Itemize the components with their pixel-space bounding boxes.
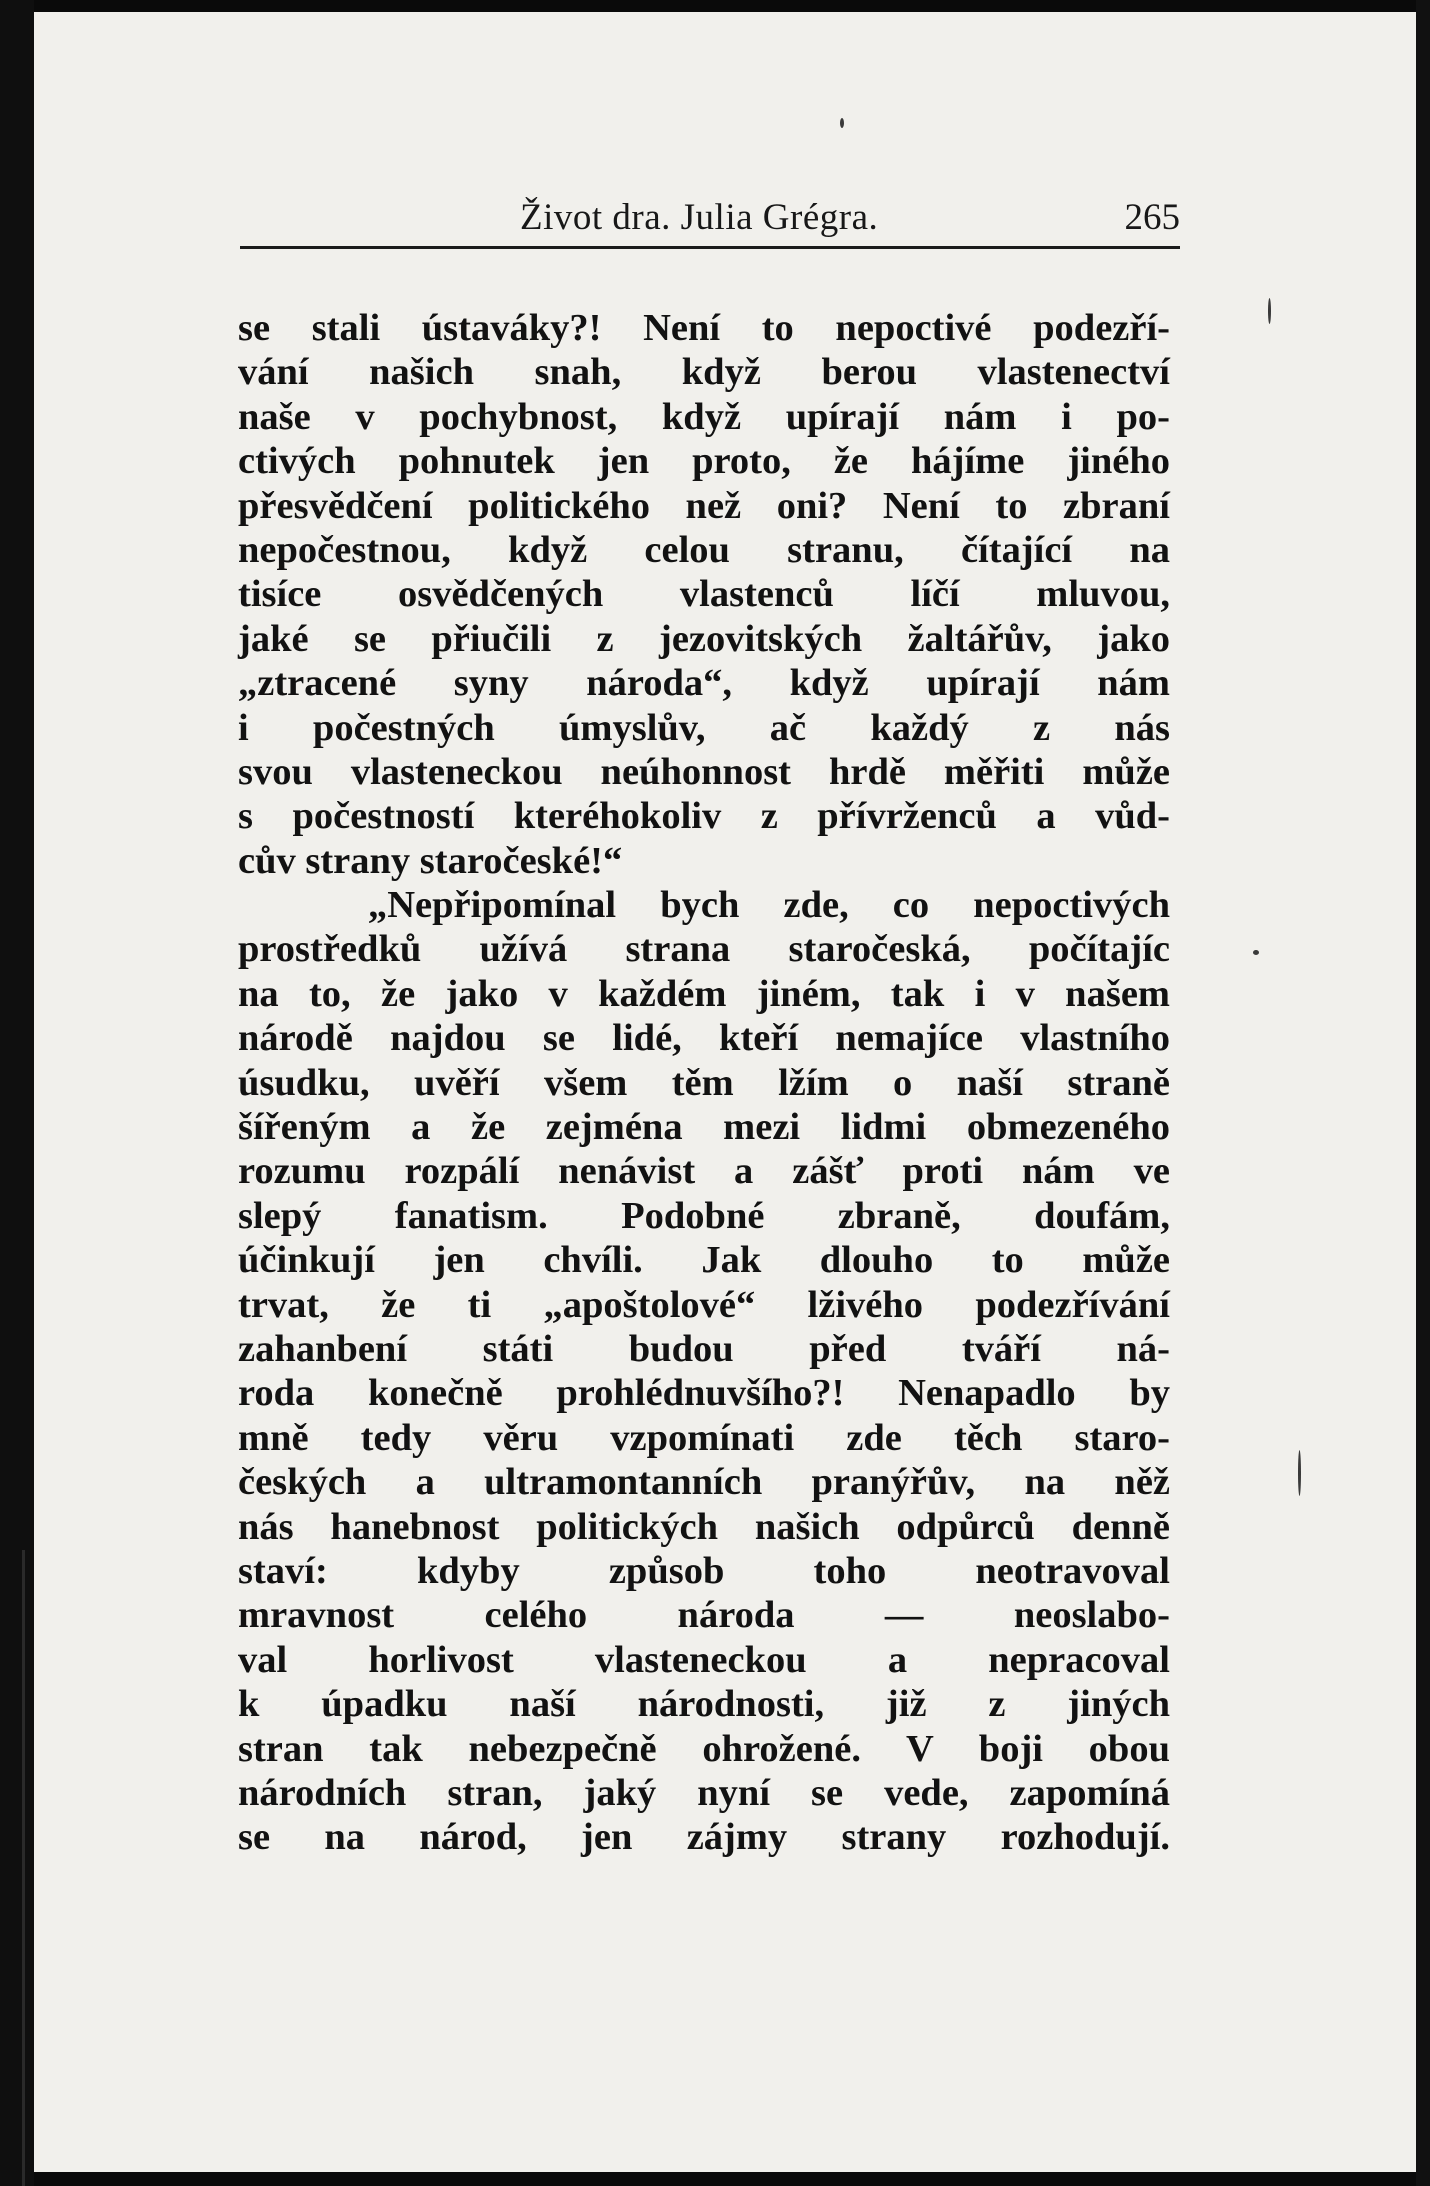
text-line: trvat, že ti „apoštolové“ lživého podezřívání <box>238 1283 1170 1326</box>
text-line: rozumu rozpálí nenávist a zášť proti nám ve <box>238 1150 1170 1193</box>
speck <box>1298 1450 1301 1496</box>
page-number: 265 <box>1124 197 1180 238</box>
text-line: prostředků užívá strana staročeská, počítajíc <box>238 928 1170 971</box>
book-spine-shadow <box>0 0 34 2186</box>
text-line: „ztracené syny národa“, když upírají nám <box>238 662 1170 705</box>
text-line: mně tedy věru vzpomínati zde těch staro- <box>238 1416 1170 1459</box>
text-line: se stali ústaváky?! Není to nepoctivé podezří- <box>238 307 1170 349</box>
text-line: cův strany staročeské!“ <box>238 839 623 882</box>
running-header <box>240 196 1180 249</box>
spine-line <box>22 1550 25 2186</box>
text-line: tisíce osvědčených vlastenců líčí mluvou, <box>238 573 1170 616</box>
text-line: českých a ultramontanních pranýřův, na něž <box>238 1461 1170 1504</box>
text-line: nepočestnou, když celou stranu, čítající na <box>238 528 1170 571</box>
text-line: k úpadku naší národnosti, již z jiných <box>238 1683 1170 1726</box>
text-line: ctivých pohnutek jen proto, že hájíme jiného <box>238 440 1170 483</box>
text-line: národních stran, jaký nyní se vede, zapomíná <box>238 1771 1170 1814</box>
text-line: nás hanebnost politických našich odpůrců denně <box>238 1505 1170 1548</box>
text-line: i počestných úmyslův, ač každý z nás <box>238 706 1170 749</box>
text-line: národě najdou se lidé, kteří nemajíce vlastního <box>238 1017 1170 1060</box>
text-line: val horlivost vlasteneckou a nepracoval <box>238 1638 1170 1681</box>
text-line: šířeným a že zejména mezi lidmi obmezeného <box>238 1106 1170 1149</box>
page-edge-shadow <box>1416 0 1430 2186</box>
text-line: přesvědčení politického než oni? Není to zbraní <box>238 484 1170 527</box>
running-title: Život dra. Julia Grégra. <box>520 197 879 238</box>
body-text <box>238 306 1170 1860</box>
text-line: se na národ, jen zájmy strany rozhodují. <box>238 1816 1170 1859</box>
text-line: roda konečně prohlédnuvšího?! Nenapadlo by <box>238 1372 1170 1415</box>
text-line: slepý fanatism. Podobné zbraně, doufám, <box>238 1194 1170 1237</box>
speck <box>1253 950 1259 955</box>
text-line: svou vlasteneckou neúhonnost hrdě měřiti může <box>238 750 1170 793</box>
speck <box>1268 298 1271 324</box>
text-line: účinkují jen chvíli. Jak dlouho to může <box>238 1239 1170 1282</box>
text-line: staví: kdyby způsob toho neotravoval <box>238 1549 1170 1592</box>
text-line: vání našich snah, když berou vlastenectví <box>238 351 1170 394</box>
text-line: jaké se přiučili z jezovitských žaltářův, jako <box>238 617 1170 660</box>
text-line: mravnost celého národa — neoslabo- <box>238 1594 1170 1637</box>
text-line: „Nepřipomínal bych zde, co nepoctivých <box>368 884 1170 927</box>
text-line: úsudku, uvěří všem těm lžím o naší straně <box>238 1061 1170 1104</box>
speck <box>840 118 844 128</box>
text-line: s počestností kteréhokoliv z přívrženců a vůd- <box>238 795 1170 838</box>
text-line: stran tak nebezpečně ohrožené. V boji obou <box>238 1727 1170 1770</box>
text-line: zahanbení státi budou před tváří ná- <box>238 1327 1170 1370</box>
text-line: naše v pochybnost, když upírají nám i po- <box>238 395 1170 438</box>
text-line: na to, že jako v každém jiném, tak i v našem <box>238 972 1170 1015</box>
